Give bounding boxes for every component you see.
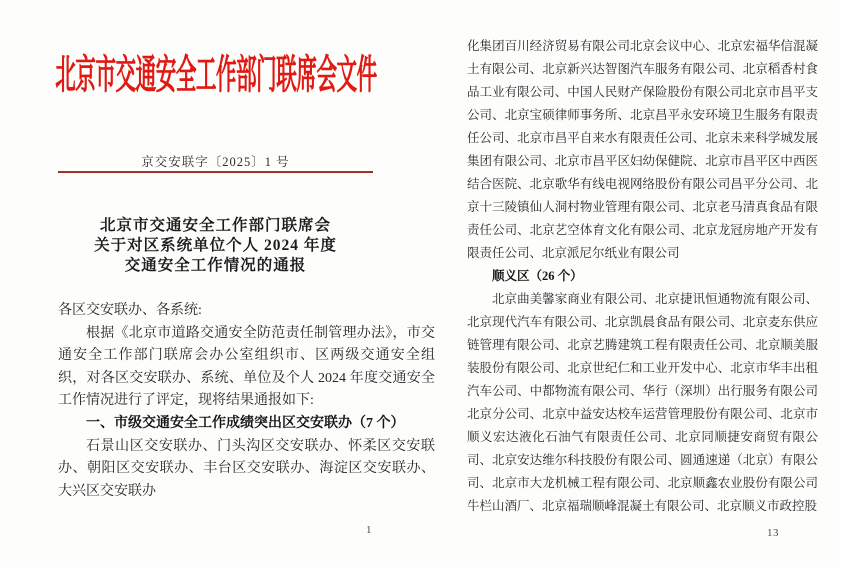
subsection-body: 北京曲美馨家商业有限公司、北京捷讯恒通物流有限公司、北京现代汽车有限公司、北京凯晨食品有限公司、北京麦东供应链管理有限公司、北京艺腾建筑工程有限责任公司、北京顺美服装股份有限公司、北京世纪仁和工业开发中心、北京市华丰出租汽车公司、中都物流有限公司、华行（深圳）出行服务有限公司北京分公司、北京中益安达校车运营管理股份有限公司、北京市顺义宏达液化石油气有限责任公司、北京同顺捷安商贸有限公司、北京安达维尔科技股份有限公司、圆通速递（北京）有限公司、北京市大龙机械工程有限公司、北京顺鑫农业股份有限公司牛栏山酒厂、北京福瑞顺峰混凝土有限公司、北京顺义市政控股 <box>467 292 818 513</box>
letterhead-title-wrap <box>54 50 377 98</box>
document-letterhead-block <box>54 0 377 200</box>
document-title-line-1: 北京市交通安全工作部门联席会 <box>99 217 331 234</box>
document-body <box>58 300 435 503</box>
section-body: 石景山区交安联办、门头沟区交安联办、怀柔区交安联办、朝阳区交安联办、丰台区交安联办、海淀区交安联办、大兴区交安联办 <box>58 438 435 499</box>
document-title <box>58 216 373 276</box>
letterhead-title: 北京市交通安全工作部门联席会文件 <box>54 52 377 98</box>
section-heading: 一、市级交通安全工作成绩突出区交安联办（7 个） <box>86 415 405 431</box>
subsection-heading: 顺义区（26 个） <box>492 269 583 283</box>
document-title-line-2: 关于对区系统单位个人 2024 年度 <box>94 237 337 254</box>
document-page-1 <box>54 0 435 569</box>
page-number-right: 13 <box>767 527 779 539</box>
document-body-continued <box>467 35 818 518</box>
document-title-line-3: 交通安全工作情况的通报 <box>124 257 307 274</box>
page-number-left: 1 <box>366 524 372 536</box>
letterhead-rule <box>58 171 373 173</box>
document-number: 京交安联字〔2025〕1 号 <box>141 155 290 169</box>
continued-paragraph: 化集团百川经济贸易有限公司北京会议中心、北京宏福华信混凝土有限公司、北京新兴达智图汽车服务有限公司、北京稻香村食品工业有限公司、中国人民财产保险股份有限公司北京市昌平支公司、北京宝硕律师事务所、北京昌平永安环境卫生服务有限责任公司、北京市昌平自来水有限责任公司、北京未来科学城发展集团有限公司、北京市昌平区妇幼保健院、北京市昌平区中西医结合医院、北京歌华有线电视网络股份有限公司昌平分公司、北京十三陵镇仙人洞村物业管理有限公司、北京老马清真食品有限责任公司、北京艺空体育文化有限公司、北京龙冠房地产开发有限责任公司、北京派尼尔纸业有限公司 <box>467 39 818 260</box>
intro-paragraph: 根据《北京市道路交通安全防范责任制管理办法》，市交通安全工作部门联席会办公室组织市、区两级交通安全组织，对各区交安联办、系统、单位及个人 2024 年度交通安全工作情况进行了评定，现将结果通报如下: <box>58 325 435 409</box>
document-page-13 <box>467 0 818 569</box>
salutation: 各区交安联办、各系统: <box>58 303 202 318</box>
